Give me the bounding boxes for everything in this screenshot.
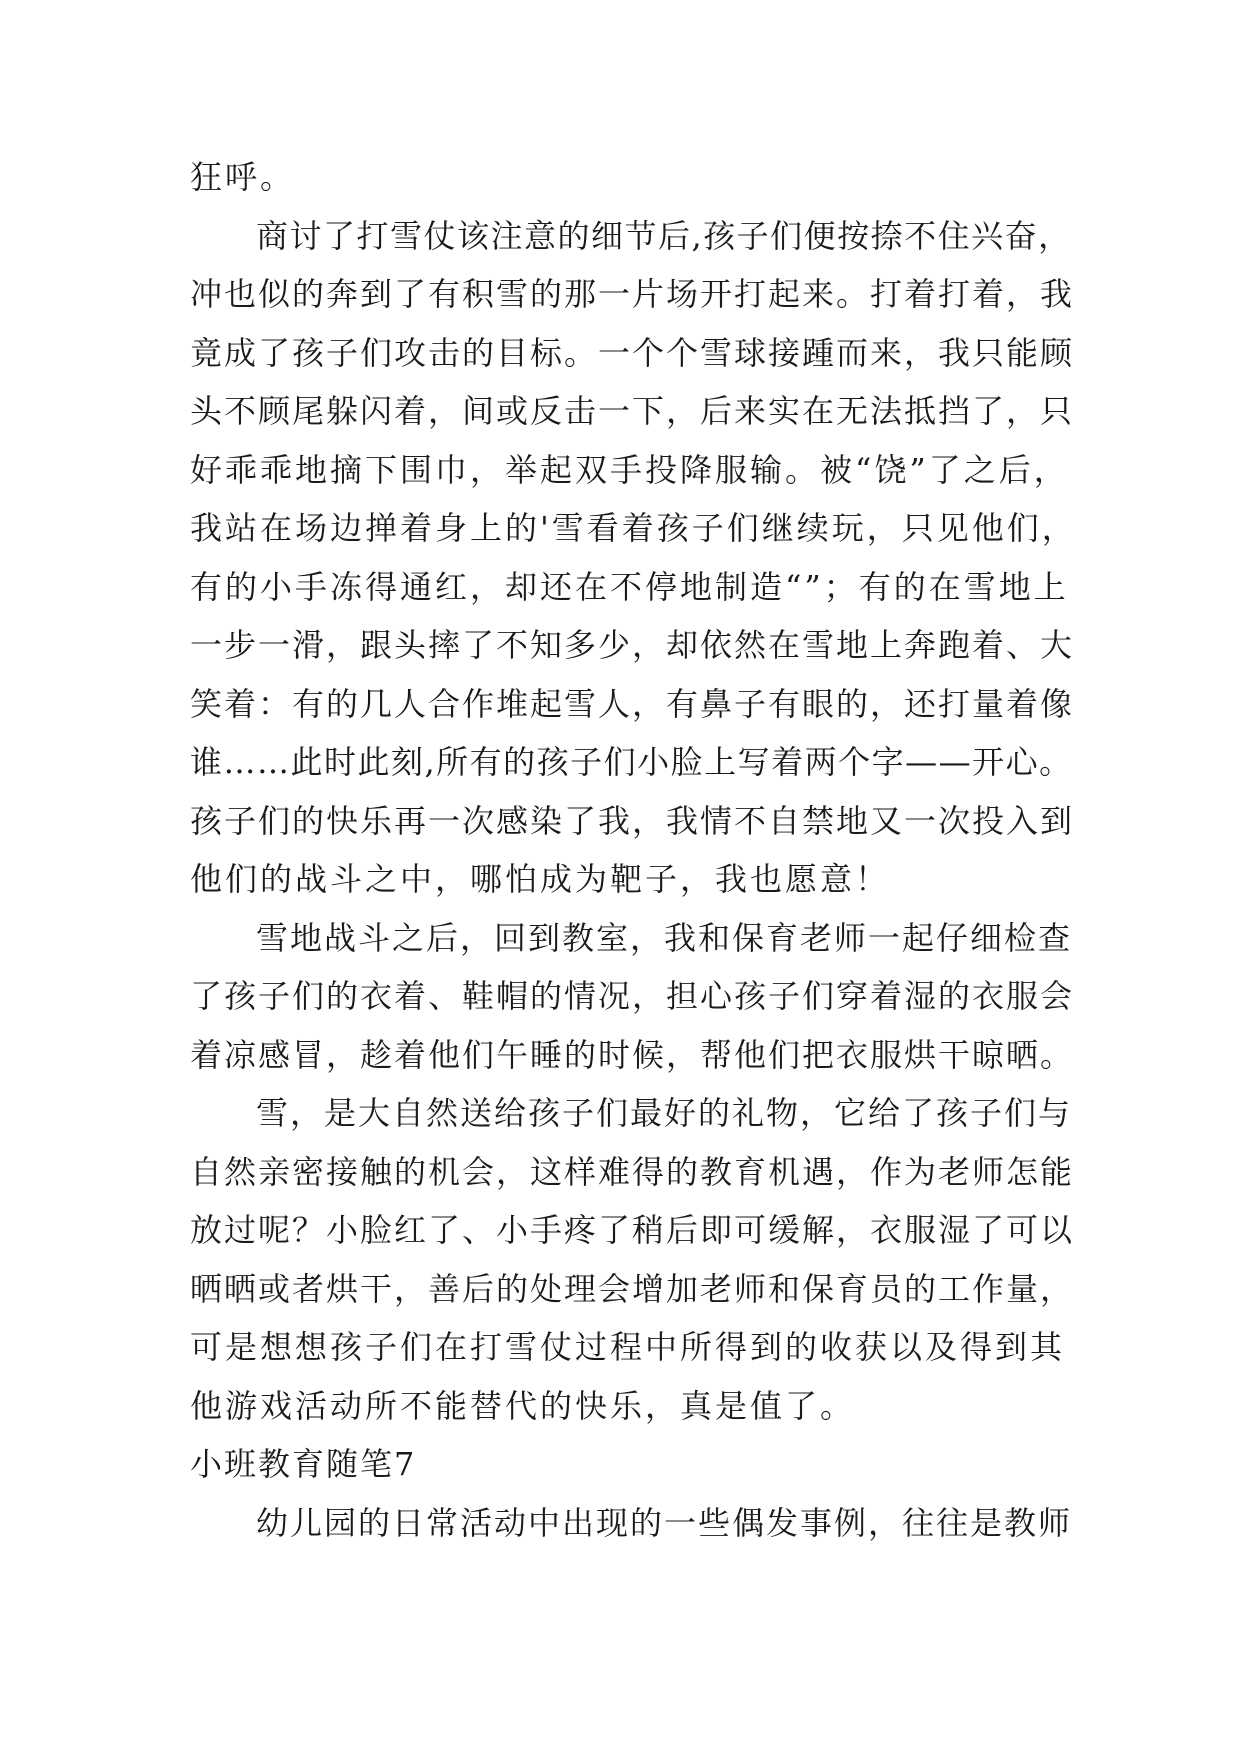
essay-body [190, 148, 1080, 1552]
section-heading: 小班教育随笔7 [190, 1445, 417, 1483]
text-line: 竟成了孩子们攻击的目标。一个个雪球接踵而来，我只能顾 [190, 333, 1075, 372]
text-line: 冲也似的奔到了有积雪的那一片场开打起来。打着打着，我 [190, 275, 1075, 313]
text-line: 雪，是大自然送给孩子们最好的礼物，它给了孩子们与 [256, 1094, 1073, 1132]
text-line: 自然亲密接触的机会，这样难得的教育机遇，作为老师怎能 [190, 1152, 1075, 1191]
text-line: 狂呼。 [190, 158, 296, 196]
text-line: 谁……此时此刻,所有的孩子们小脸上写着两个字——开心。 [190, 743, 1073, 781]
text-line: 了孩子们的衣着、鞋帽的情况，担心孩子们穿着湿的衣服会 [190, 977, 1075, 1015]
text-line: 放过呢？小脸红了、小手疼了稍后即可缓解，衣服湿了可以 [190, 1211, 1075, 1249]
text-line: 晒晒或者烘干，善后的处理会增加老师和保育员的工作量， [190, 1269, 1075, 1308]
text-line: 可是想想孩子们在打雪仗过程中所得到的收获以及得到其 [190, 1328, 1066, 1366]
text-line: 一步一滑，跟头摔了不知多少，却依然在雪地上奔跑着、大 [190, 626, 1075, 664]
text-line: 我站在场边掸着身上的'雪看着孩子们继续玩，只见他们， [190, 509, 1077, 547]
text-line: 着凉感冒，趁着他们午睡的时候，帮他们把衣服烘干晾晒。 [190, 1035, 1075, 1074]
text-line: 他游戏活动所不能替代的快乐，真是值了。 [190, 1386, 856, 1425]
text-line: 好乖乖地摘下围巾，举起双手投降服输。被“饶”了之后， [190, 450, 1069, 489]
text-line: 笑着：有的几人合作堆起雪人，有鼻子有眼的，还打量着像 [190, 684, 1075, 723]
text-line: 幼儿园的日常活动中出现的一些偶发事例，往往是教师 [256, 1503, 1073, 1542]
text-line: 头不顾尾躲闪着，间或反击一下，后来实在无法抵挡了，只 [190, 392, 1075, 430]
text-line: 他们的战斗之中，哪怕成为靶子，我也愿意！ [190, 860, 891, 898]
text-line: 雪地战斗之后，回到教室，我和保育老师一起仔细检查 [256, 918, 1073, 957]
text-line: 孩子们的快乐再一次感染了我，我情不自禁地又一次投入到 [190, 801, 1075, 840]
text-line: 有的小手冻得通红，却还在不停地制造“”；有的在雪地上 [190, 567, 1069, 606]
text-line: 商讨了打雪仗该注意的细节后,孩子们便按捺不住兴奋， [256, 216, 1072, 255]
